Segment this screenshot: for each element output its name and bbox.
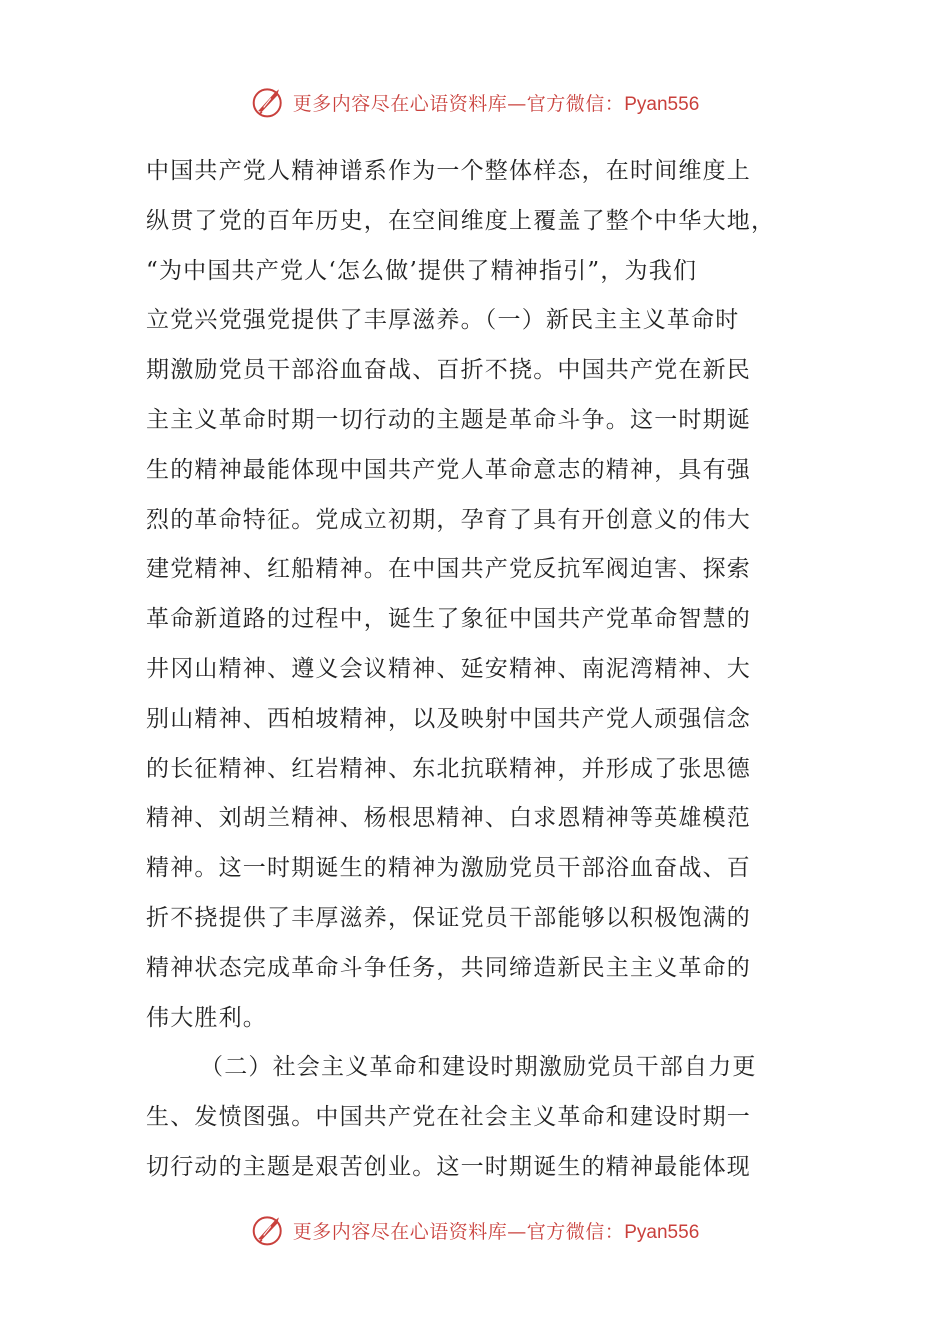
body-line: 别山精神、西柏坡精神，以及映射中国共产党人顽强信念 <box>146 705 751 732</box>
body-line: 精神、刘胡兰精神、杨根思精神、白求恩精神等英雄模范 <box>146 805 751 832</box>
pen-quill-logo-icon <box>251 1212 287 1248</box>
body-line: 精神。这一时期诞生的精神为激励党员干部浴血奋战、百 <box>146 855 751 882</box>
body-line: 革命新道路的过程中，诞生了象征中国共产党革命智慧的 <box>146 606 751 633</box>
body-line: 主主义革命时期一切行动的主题是革命斗争。这一时期诞 <box>146 406 751 433</box>
body-line: 精神状态完成革命斗争任务，共同缔造新民主主义革命的 <box>146 954 751 981</box>
header-banner-wechat-id: Pyan556 <box>624 93 700 115</box>
document-body <box>146 147 786 1193</box>
body-line: 井冈山精神、遵义会议精神、延安精神、南泥湾精神、大 <box>146 655 751 682</box>
header-banner-text <box>293 89 700 116</box>
body-line: 立党兴党强党提供了丰厚滋养。（一）新民主主义革命时 <box>146 307 740 334</box>
body-line: 生、发愤图强。中国共产党在社会主义革命和建设时期一 <box>146 1104 751 1131</box>
footer-banner-text <box>293 1217 700 1244</box>
header-banner-label: 更多内容尽在心语资料库—官方微信： <box>292 92 625 115</box>
body-line: 烈的革命特征。党成立初期，孕育了具有开创意义的伟大 <box>146 506 751 533</box>
body-line: 伟大胜利。 <box>146 1004 267 1031</box>
pen-quill-logo-icon <box>251 84 287 120</box>
footer-banner-wechat-id: Pyan556 <box>624 1221 700 1243</box>
footer-banner-label: 更多内容尽在心语资料库—官方微信： <box>292 1220 625 1243</box>
body-line: 中国共产党人精神谱系作为一个整体样态，在时间维度上 <box>146 158 751 184</box>
body-line: 纵贯了党的百年历史，在空间维度上覆盖了整个中华大地， <box>146 207 776 234</box>
body-line: 期激励党员干部浴血奋战、百折不挠。中国共产党在新民 <box>146 357 751 384</box>
body-line: 的长征精神、红岩精神、东北抗联精神，并形成了张思德 <box>146 755 751 782</box>
body-line: 生的精神最能体现中国共产党人革命意志的精神，具有强 <box>146 456 751 483</box>
footer-banner <box>0 1208 950 1252</box>
body-line: “为中国共产党人‘怎么做’提供了精神指引”，为我们 <box>146 257 698 284</box>
body-line: 建党精神、红船精神。在中国共产党反抗军阀迫害、探索 <box>146 556 751 583</box>
body-line: 折不挠提供了丰厚滋养，保证党员干部能够以积极饱满的 <box>146 904 751 931</box>
body-line: 切行动的主题是艰苦创业。这一时期诞生的精神最能体现 <box>146 1153 751 1180</box>
header-banner <box>0 80 950 124</box>
body-line-paragraph-start: （二）社会主义革命和建设时期激励党员干部自力更 <box>200 1054 757 1081</box>
